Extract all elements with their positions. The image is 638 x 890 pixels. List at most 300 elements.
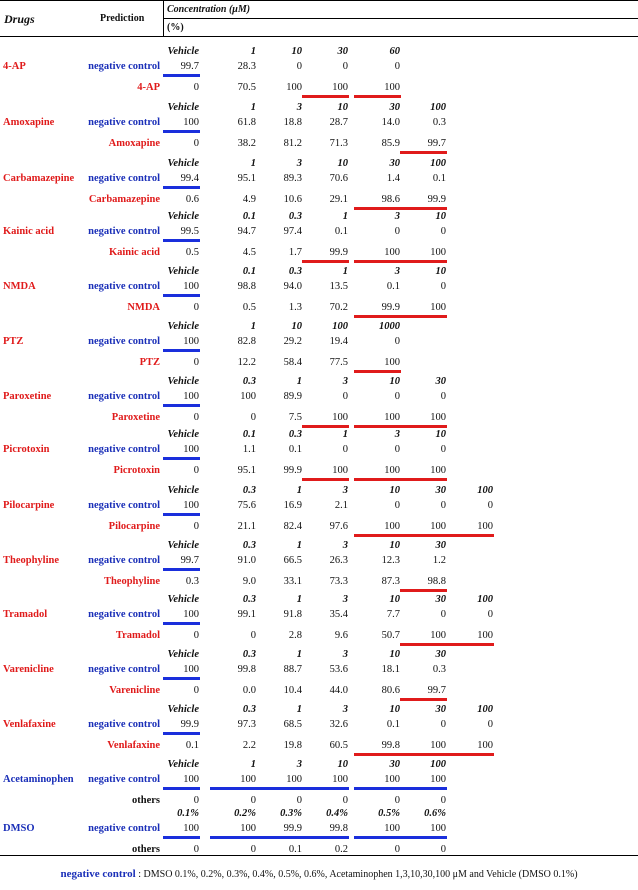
prediction-label: Kainic acid [108, 247, 160, 258]
concentration-label: 0.4% [326, 808, 348, 819]
cell-value: 0.3 [185, 576, 199, 587]
negative-mark [163, 239, 200, 242]
cell-value: 0 [487, 719, 493, 730]
positive-mark [447, 753, 494, 756]
prediction-label: negative control [88, 61, 160, 72]
concentration-label: 1 [250, 158, 256, 169]
prediction-label: Tramadol [115, 630, 160, 641]
cell-value: 4.9 [242, 194, 256, 205]
drug-name: Venlafaxine [3, 719, 56, 730]
concentration-label: 10 [291, 321, 302, 332]
cell-value: 100 [332, 412, 348, 423]
positive-mark [400, 478, 447, 481]
negative-mark [210, 787, 257, 790]
cell-value: 12.3 [381, 555, 400, 566]
cell-value: 99.7 [427, 138, 446, 149]
cell-value: 0 [342, 391, 348, 402]
prediction-header: Prediction [100, 13, 145, 24]
cell-value: 0 [487, 500, 493, 511]
concentration-label: 100 [430, 759, 446, 770]
concentration-label: 1 [250, 321, 256, 332]
concentration-label: Vehicle [167, 485, 199, 496]
concentration-label: Vehicle [167, 540, 199, 551]
concentration-label: 0.3 [242, 649, 256, 660]
cell-value: 100 [384, 247, 400, 258]
concentration-label: 3 [296, 158, 302, 169]
cell-value: 0 [193, 630, 199, 641]
cell-value: 0.1 [386, 281, 400, 292]
cell-value: 0 [394, 336, 400, 347]
concentration-label: 30 [337, 46, 348, 57]
concentration-label: 1 [342, 429, 348, 440]
concentration-label: 3 [342, 540, 348, 551]
cell-value: 18.1 [381, 664, 400, 675]
concentration-label: 10 [389, 704, 400, 715]
cell-value: 0 [193, 795, 199, 806]
cell-value: 0 [440, 281, 446, 292]
prediction-label: negative control [88, 117, 160, 128]
positive-mark [354, 260, 401, 263]
cell-value: 100 [384, 82, 400, 93]
concentration-label: 3 [394, 429, 400, 440]
cell-value: 99.9 [180, 719, 199, 730]
cell-value: 95.1 [237, 465, 256, 476]
cell-value: 66.5 [283, 555, 302, 566]
cell-value: 0 [440, 609, 446, 620]
cell-value: 0 [394, 844, 400, 855]
cell-value: 99.7 [180, 555, 199, 566]
prediction-label: negative control [88, 391, 160, 402]
cell-value: 21.1 [237, 521, 256, 532]
concentration-label: 1 [250, 102, 256, 113]
concentration-label: 0.3 [242, 485, 256, 496]
negative-mark [400, 836, 447, 839]
cell-value: 0 [250, 412, 256, 423]
cell-value: 38.2 [237, 138, 256, 149]
cell-value: 32.6 [329, 719, 348, 730]
concentration-label: 0.3 [242, 376, 256, 387]
cell-value: 0.3 [432, 117, 446, 128]
prediction-label: Pilocarpine [108, 521, 160, 532]
prediction-label: negative control [88, 823, 160, 834]
concentration-label: 1 [296, 704, 302, 715]
cell-value: 0.1 [432, 173, 446, 184]
cell-value: 7.5 [288, 412, 302, 423]
footnote [0, 868, 638, 880]
drug-name: Kainic acid [3, 226, 55, 237]
cell-value: 0 [394, 795, 400, 806]
cell-value: 0.1 [185, 740, 199, 751]
footnote-text: : DMSO 0.1%, 0.2%, 0.3%, 0.4%, 0.5%, 0.6%, Acetaminophen 1,3,10,30,100 μM and Vehicle (DMSO 0.1%) [135, 869, 578, 880]
cell-value: 0 [193, 844, 199, 855]
concentration-label: 0.5% [378, 808, 400, 819]
cell-value: 2.2 [242, 740, 256, 751]
cell-value: 2.8 [288, 630, 302, 641]
drug-name: Theophyline [3, 555, 60, 566]
cell-value: 0 [487, 609, 493, 620]
cell-value: 100 [430, 630, 446, 641]
negative-mark [163, 74, 200, 77]
cell-value: 1.7 [288, 247, 302, 258]
positive-mark [354, 753, 401, 756]
negative-mark [302, 787, 349, 790]
concentration-label: 0.3 [242, 540, 256, 551]
concentration-label: 0.3 [288, 429, 302, 440]
negative-mark [163, 732, 200, 735]
concentration-label: 30 [435, 485, 446, 496]
concentration-label: 10 [337, 759, 348, 770]
cell-value: 14.0 [381, 117, 400, 128]
cell-value: 94.0 [283, 281, 302, 292]
positive-mark [302, 260, 349, 263]
concentration-label: 10 [337, 158, 348, 169]
drug-name: Paroxetine [3, 391, 52, 402]
prediction-label: negative control [88, 719, 160, 730]
positive-mark [354, 315, 401, 318]
cell-value: 0.0 [242, 685, 256, 696]
cell-value: 80.6 [381, 685, 400, 696]
cell-value: 100 [240, 774, 256, 785]
concentration-label: 0.1 [242, 266, 256, 277]
cell-value: 44.0 [329, 685, 348, 696]
concentration-label: 1000 [379, 321, 400, 332]
cell-value: 0 [440, 719, 446, 730]
concentration-label: 0.6% [424, 808, 446, 819]
header-bottom-rule [0, 36, 638, 37]
cell-value: 0 [394, 500, 400, 511]
cell-value: 0 [193, 412, 199, 423]
drug-name: NMDA [3, 281, 36, 292]
concentration-label: 30 [435, 540, 446, 551]
concentration-label: 30 [435, 649, 446, 660]
cell-value: 87.3 [381, 576, 400, 587]
cell-value: 100 [430, 465, 446, 476]
negative-mark [163, 836, 200, 839]
prediction-label: others [132, 844, 160, 855]
cell-value: 99.1 [237, 609, 256, 620]
concentration-label: 3 [342, 594, 348, 605]
concentration-label: 30 [435, 704, 446, 715]
concentration-label: 10 [435, 266, 446, 277]
cell-value: 100 [240, 823, 256, 834]
cell-value: 0 [342, 444, 348, 455]
cell-value: 0 [394, 61, 400, 72]
drugs-header: Drugs [4, 12, 35, 26]
cell-value: 68.5 [283, 719, 302, 730]
cell-value: 0 [193, 302, 199, 313]
concentration-label: 0.3% [280, 808, 302, 819]
positive-mark [447, 643, 494, 646]
cell-value: 0 [440, 500, 446, 511]
drug-name: Picrotoxin [3, 444, 50, 455]
cell-value: 0 [394, 391, 400, 402]
prediction-label: negative control [88, 609, 160, 620]
positive-mark [354, 95, 401, 98]
concentration-label: Vehicle [167, 759, 199, 770]
concentration-label: 3 [394, 266, 400, 277]
positive-mark [354, 425, 401, 428]
negative-mark [163, 404, 200, 407]
concentration-label: 10 [435, 211, 446, 222]
cell-value: 98.8 [427, 576, 446, 587]
drug-name: Varenicline [3, 664, 54, 675]
negative-mark [400, 787, 447, 790]
concentration-label: Vehicle [167, 649, 199, 660]
concentration-label: 10 [389, 376, 400, 387]
positive-mark [302, 95, 349, 98]
drug-name: Tramadol [3, 609, 48, 620]
concentration-label: 3 [342, 376, 348, 387]
cell-value: 100 [430, 823, 446, 834]
negative-mark [163, 568, 200, 571]
cell-value: 91.8 [283, 609, 302, 620]
concentration-label: 10 [337, 102, 348, 113]
cell-value: 18.8 [283, 117, 302, 128]
prediction-label: Venlafaxine [107, 740, 160, 751]
concentration-label: 1 [342, 211, 348, 222]
negative-mark [163, 622, 200, 625]
cell-value: 0 [342, 61, 348, 72]
concentration-label: 0.3 [288, 266, 302, 277]
cell-value: 2.1 [334, 500, 348, 511]
cell-value: 0 [296, 795, 302, 806]
cell-value: 99.9 [427, 194, 446, 205]
positive-mark [447, 534, 494, 537]
negative-mark [256, 787, 303, 790]
cell-value: 100 [183, 664, 199, 675]
concentration-label: 30 [435, 376, 446, 387]
positive-mark [400, 643, 447, 646]
positive-mark [400, 315, 447, 318]
concentration-label: 1 [250, 46, 256, 57]
footnote-key: negative control [60, 868, 136, 880]
cell-value: 77.5 [329, 357, 348, 368]
prediction-label: Amoxapine [108, 138, 160, 149]
concentration-label: 100 [430, 102, 446, 113]
concentration-label: Vehicle [167, 704, 199, 715]
concentration-label: 10 [389, 649, 400, 660]
cell-value: 0 [440, 844, 446, 855]
negative-mark [163, 677, 200, 680]
concentration-label: 100 [430, 158, 446, 169]
drug-name: Acetaminophen [3, 774, 74, 785]
cell-value: 0 [296, 61, 302, 72]
negative-mark [210, 836, 257, 839]
concentration-label: Vehicle [167, 321, 199, 332]
cell-value: 0 [250, 844, 256, 855]
cell-value: 100 [477, 740, 493, 751]
cell-value: 100 [384, 465, 400, 476]
positive-mark [354, 534, 401, 537]
cell-value: 33.1 [283, 576, 302, 587]
cell-value: 100 [183, 336, 199, 347]
positive-mark [400, 589, 447, 592]
positive-mark [354, 207, 401, 210]
cell-value: 100 [384, 521, 400, 532]
cell-value: 94.7 [237, 226, 256, 237]
cell-value: 58.4 [283, 357, 302, 368]
negative-mark [163, 349, 200, 352]
concentration-label: 1 [296, 649, 302, 660]
cell-value: 100 [332, 774, 348, 785]
prediction-label: negative control [88, 500, 160, 511]
concentration-label: 1 [296, 376, 302, 387]
prediction-label: Varenicline [109, 685, 160, 696]
prediction-label: negative control [88, 664, 160, 675]
cell-value: 0 [440, 795, 446, 806]
cell-value: 7.7 [386, 609, 400, 620]
drug-name: Carbamazepine [3, 173, 75, 184]
concentration-label: 100 [477, 485, 493, 496]
cell-value: 0.5 [185, 247, 199, 258]
prediction-label: Theophyline [103, 576, 160, 587]
concentration-label: 1 [342, 266, 348, 277]
cell-value: 100 [183, 823, 199, 834]
cell-value: 99.8 [329, 823, 348, 834]
concentration-label: 3 [342, 704, 348, 715]
concentration-label: 0.3 [242, 594, 256, 605]
cell-value: 100 [477, 521, 493, 532]
drug-name: Pilocarpine [3, 500, 55, 511]
prediction-label: negative control [88, 336, 160, 347]
prediction-label: Carbamazepine [88, 194, 160, 205]
concentration-label: 0.1 [242, 429, 256, 440]
cell-value: 70.2 [329, 302, 348, 313]
prediction-label: PTZ [139, 357, 160, 368]
cell-value: 100 [430, 247, 446, 258]
cell-value: 99.9 [381, 302, 400, 313]
cell-value: 99.9 [283, 465, 302, 476]
cell-value: 100 [477, 630, 493, 641]
cell-value: 100 [384, 412, 400, 423]
concentration-label: 100 [477, 704, 493, 715]
cell-value: 99.8 [237, 664, 256, 675]
cell-value: 0 [440, 226, 446, 237]
cell-value: 99.8 [381, 740, 400, 751]
prediction-label: negative control [88, 774, 160, 785]
cell-value: 60.5 [329, 740, 348, 751]
cell-value: 98.6 [381, 194, 400, 205]
cell-value: 28.3 [237, 61, 256, 72]
positive-mark [302, 425, 349, 428]
negative-mark [163, 457, 200, 460]
concentration-label: 30 [389, 102, 400, 113]
concentration-label: 1 [296, 594, 302, 605]
cell-value: 88.7 [283, 664, 302, 675]
cell-value: 100 [430, 521, 446, 532]
top-rule [0, 0, 638, 1]
cell-value: 0 [193, 138, 199, 149]
positive-mark [302, 478, 349, 481]
concentration-label: 100 [332, 321, 348, 332]
cell-value: 91.0 [237, 555, 256, 566]
cell-value: 50.7 [381, 630, 400, 641]
cell-value: 82.4 [283, 521, 302, 532]
cell-value: 100 [384, 357, 400, 368]
cell-value: 97.6 [329, 521, 348, 532]
cell-value: 100 [430, 302, 446, 313]
percent-header: (%) [167, 22, 184, 33]
cell-value: 73.3 [329, 576, 348, 587]
cell-value: 28.7 [329, 117, 348, 128]
prediction-label: negative control [88, 555, 160, 566]
concentration-label: 30 [389, 158, 400, 169]
concentration-label: 0.1 [242, 211, 256, 222]
cell-value: 70.6 [329, 173, 348, 184]
cell-value: 100 [332, 465, 348, 476]
cell-value: 0 [250, 795, 256, 806]
cell-value: 1.1 [242, 444, 256, 455]
cell-value: 99.9 [329, 247, 348, 258]
concentration-label: 0.3 [242, 704, 256, 715]
cell-value: 0 [394, 226, 400, 237]
cell-value: 1.2 [432, 555, 446, 566]
concentration-label: 3 [342, 649, 348, 660]
negative-mark [354, 836, 401, 839]
concentration-label: Vehicle [167, 266, 199, 277]
cell-value: 0 [193, 357, 199, 368]
cell-value: 89.3 [283, 173, 302, 184]
cell-value: 0.1 [386, 719, 400, 730]
concentration-label: 0.1% [177, 808, 199, 819]
cell-value: 0.1 [334, 226, 348, 237]
cell-value: 97.4 [283, 226, 302, 237]
concentration-label: Vehicle [167, 211, 199, 222]
concentration-rule [163, 18, 638, 19]
drug-name: PTZ [3, 336, 24, 347]
cell-value: 19.8 [283, 740, 302, 751]
cell-value: 4.5 [242, 247, 256, 258]
cell-value: 70.5 [237, 82, 256, 93]
cell-value: 0 [193, 685, 199, 696]
cell-value: 99.4 [180, 173, 199, 184]
cell-value: 0 [440, 444, 446, 455]
concentration-label: 30 [389, 759, 400, 770]
cell-value: 19.4 [329, 336, 348, 347]
cell-value: 75.6 [237, 500, 256, 511]
concentration-label: 3 [296, 102, 302, 113]
concentration-label: 3 [342, 485, 348, 496]
negative-mark [163, 294, 200, 297]
cell-value: 100 [430, 740, 446, 751]
concentration-label: 10 [291, 46, 302, 57]
concentration-label: 3 [394, 211, 400, 222]
concentration-label: 30 [435, 594, 446, 605]
prediction-label: NMDA [127, 302, 160, 313]
concentration-label: 0.2% [234, 808, 256, 819]
drug-name: Amoxapine [3, 117, 55, 128]
cell-value: 100 [240, 391, 256, 402]
cell-value: 9.0 [242, 576, 256, 587]
prediction-label: negative control [88, 281, 160, 292]
cell-value: 1.3 [288, 302, 302, 313]
concentration-label: 1 [250, 759, 256, 770]
cell-value: 0 [440, 391, 446, 402]
cell-value: 0 [193, 521, 199, 532]
cell-value: 100 [183, 391, 199, 402]
negative-mark [256, 836, 303, 839]
cell-value: 100 [430, 412, 446, 423]
cell-value: 98.8 [237, 281, 256, 292]
concentration-label: 60 [389, 46, 400, 57]
cell-value: 0.3 [432, 664, 446, 675]
prediction-label: negative control [88, 173, 160, 184]
concentration-label: Vehicle [167, 102, 199, 113]
concentration-label: 10 [389, 485, 400, 496]
drug-name: 4-AP [3, 61, 26, 72]
positive-mark [354, 478, 401, 481]
cell-value: 29.2 [283, 336, 302, 347]
